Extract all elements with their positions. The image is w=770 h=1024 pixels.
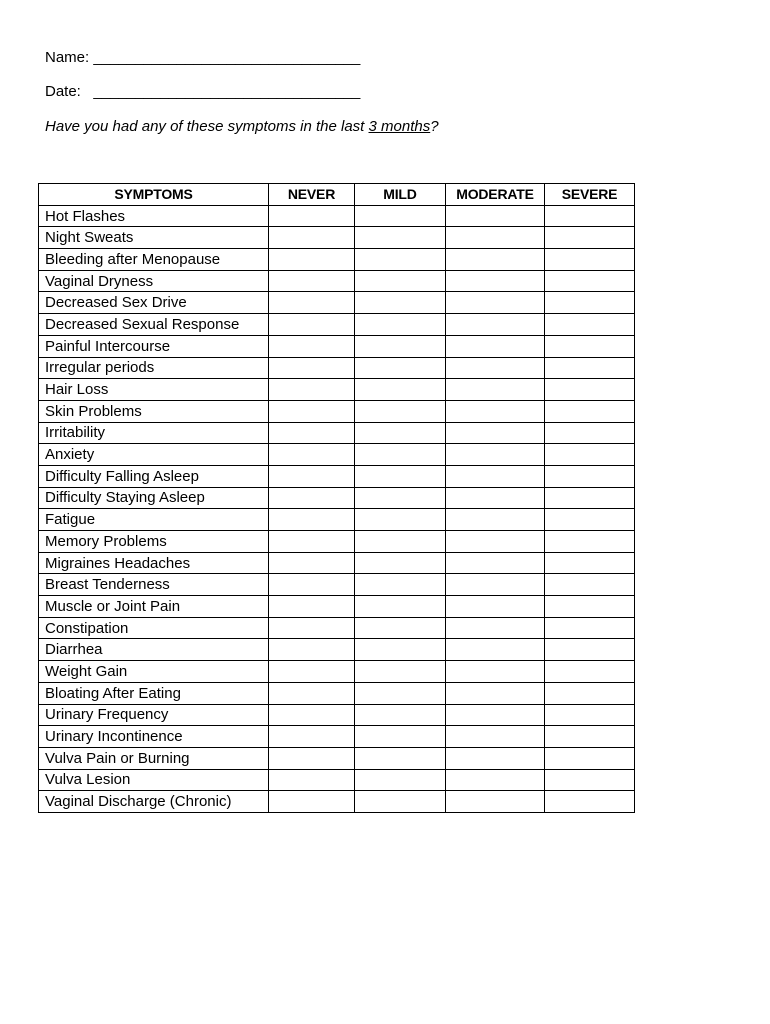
severity-cell-moderate[interactable] [446, 639, 545, 661]
severity-cell-never[interactable] [269, 249, 355, 271]
symptom-label: Vaginal Dryness [39, 270, 269, 292]
table-row [39, 704, 635, 726]
name-blank[interactable]: ________________________________ [93, 49, 361, 66]
severity-cell-mild[interactable] [355, 292, 446, 314]
symptom-label: Skin Problems [39, 400, 269, 422]
severity-cell-severe[interactable] [545, 509, 635, 531]
severity-cell-severe[interactable] [545, 314, 635, 336]
severity-cell-severe[interactable] [545, 704, 635, 726]
severity-cell-mild[interactable] [355, 661, 446, 683]
severity-cell-moderate[interactable] [446, 726, 545, 748]
date-blank[interactable]: ________________________________ [93, 83, 361, 100]
header-mild: MILD [355, 184, 446, 206]
severity-cell-never[interactable] [269, 487, 355, 509]
severity-cell-mild[interactable] [355, 249, 446, 271]
severity-cell-mild[interactable] [355, 552, 446, 574]
severity-cell-never[interactable] [269, 357, 355, 379]
table-row [39, 769, 635, 791]
severity-cell-mild[interactable] [355, 747, 446, 769]
severity-cell-never[interactable] [269, 379, 355, 401]
header-moderate: MODERATE [446, 184, 545, 206]
table-row [39, 791, 635, 813]
severity-cell-moderate[interactable] [446, 704, 545, 726]
table-row [39, 205, 635, 227]
severity-cell-moderate[interactable] [446, 292, 545, 314]
header-symptoms: SYMPTOMS [39, 184, 269, 206]
severity-cell-severe[interactable] [545, 487, 635, 509]
severity-cell-severe[interactable] [545, 270, 635, 292]
severity-cell-never[interactable] [269, 596, 355, 618]
severity-cell-never[interactable] [269, 270, 355, 292]
severity-cell-never[interactable] [269, 552, 355, 574]
date-field[interactable] [45, 83, 360, 101]
table-header-row [39, 184, 635, 206]
severity-cell-moderate[interactable] [446, 249, 545, 271]
severity-cell-never[interactable] [269, 205, 355, 227]
severity-cell-severe[interactable] [545, 617, 635, 639]
table-row [39, 465, 635, 487]
severity-cell-moderate[interactable] [446, 661, 545, 683]
symptom-label: Urinary Incontinence [39, 726, 269, 748]
symptom-label: Urinary Frequency [39, 704, 269, 726]
severity-cell-never[interactable] [269, 574, 355, 596]
severity-cell-severe[interactable] [545, 422, 635, 444]
symptom-label: Bloating After Eating [39, 682, 269, 704]
severity-cell-severe[interactable] [545, 465, 635, 487]
symptoms-table [38, 183, 635, 813]
name-label: Name: [45, 49, 90, 66]
severity-cell-mild[interactable] [355, 639, 446, 661]
severity-cell-moderate[interactable] [446, 465, 545, 487]
severity-cell-mild[interactable] [355, 509, 446, 531]
severity-cell-severe[interactable] [545, 205, 635, 227]
symptom-label: Night Sweats [39, 227, 269, 249]
severity-cell-never[interactable] [269, 531, 355, 553]
severity-cell-moderate[interactable] [446, 487, 545, 509]
severity-cell-mild[interactable] [355, 422, 446, 444]
symptom-label: Irregular periods [39, 357, 269, 379]
table-row [39, 487, 635, 509]
severity-cell-moderate[interactable] [446, 357, 545, 379]
severity-cell-moderate[interactable] [446, 379, 545, 401]
table-row [39, 270, 635, 292]
header-never: NEVER [269, 184, 355, 206]
severity-cell-moderate[interactable] [446, 335, 545, 357]
date-label: Date: [45, 83, 81, 100]
symptom-label: Decreased Sex Drive [39, 292, 269, 314]
severity-cell-severe[interactable] [545, 596, 635, 618]
severity-cell-mild[interactable] [355, 335, 446, 357]
severity-cell-never[interactable] [269, 682, 355, 704]
severity-cell-severe[interactable] [545, 747, 635, 769]
symptom-label: Hair Loss [39, 379, 269, 401]
severity-cell-never[interactable] [269, 747, 355, 769]
severity-cell-moderate[interactable] [446, 747, 545, 769]
severity-cell-mild[interactable] [355, 444, 446, 466]
severity-cell-never[interactable] [269, 227, 355, 249]
severity-cell-never[interactable] [269, 769, 355, 791]
question-timeframe: 3 months [368, 118, 431, 135]
severity-cell-mild[interactable] [355, 531, 446, 553]
severity-cell-moderate[interactable] [446, 531, 545, 553]
severity-cell-severe[interactable] [545, 400, 635, 422]
severity-cell-severe[interactable] [545, 552, 635, 574]
severity-cell-never[interactable] [269, 509, 355, 531]
symptom-label: Vaginal Discharge (Chronic) [39, 791, 269, 813]
symptom-label: Constipation [39, 617, 269, 639]
table-row [39, 747, 635, 769]
severity-cell-moderate[interactable] [446, 227, 545, 249]
symptom-label: Vulva Pain or Burning [39, 747, 269, 769]
severity-cell-mild[interactable] [355, 704, 446, 726]
severity-cell-mild[interactable] [355, 617, 446, 639]
severity-cell-severe[interactable] [545, 227, 635, 249]
table-row [39, 357, 635, 379]
symptom-label: Diarrhea [39, 639, 269, 661]
table-row [39, 444, 635, 466]
symptom-label: Painful Intercourse [39, 335, 269, 357]
severity-cell-never[interactable] [269, 314, 355, 336]
severity-cell-mild[interactable] [355, 227, 446, 249]
table-row [39, 639, 635, 661]
severity-cell-moderate[interactable] [446, 270, 545, 292]
severity-cell-never[interactable] [269, 400, 355, 422]
severity-cell-severe[interactable] [545, 249, 635, 271]
severity-cell-mild[interactable] [355, 726, 446, 748]
symptom-question [45, 118, 439, 136]
severity-cell-moderate[interactable] [446, 422, 545, 444]
severity-cell-mild[interactable] [355, 379, 446, 401]
severity-cell-mild[interactable] [355, 205, 446, 227]
severity-cell-severe[interactable] [545, 791, 635, 813]
severity-cell-moderate[interactable] [446, 682, 545, 704]
table-row [39, 335, 635, 357]
severity-cell-moderate[interactable] [446, 791, 545, 813]
severity-cell-mild[interactable] [355, 465, 446, 487]
symptom-label: Anxiety [39, 444, 269, 466]
severity-cell-severe[interactable] [545, 661, 635, 683]
table-row [39, 661, 635, 683]
severity-cell-moderate[interactable] [446, 617, 545, 639]
table-row [39, 531, 635, 553]
severity-cell-moderate[interactable] [446, 444, 545, 466]
symptom-label: Difficulty Falling Asleep [39, 465, 269, 487]
severity-cell-never[interactable] [269, 726, 355, 748]
severity-cell-moderate[interactable] [446, 205, 545, 227]
table-row [39, 227, 635, 249]
severity-cell-severe[interactable] [545, 639, 635, 661]
severity-cell-never[interactable] [269, 617, 355, 639]
severity-cell-moderate[interactable] [446, 769, 545, 791]
severity-cell-never[interactable] [269, 639, 355, 661]
severity-cell-never[interactable] [269, 465, 355, 487]
severity-cell-severe[interactable] [545, 682, 635, 704]
table-row [39, 596, 635, 618]
question-suffix: ? [430, 118, 439, 135]
severity-cell-mild[interactable] [355, 574, 446, 596]
severity-cell-mild[interactable] [355, 400, 446, 422]
severity-cell-never[interactable] [269, 791, 355, 813]
table-row [39, 726, 635, 748]
table-row [39, 552, 635, 574]
severity-cell-never[interactable] [269, 444, 355, 466]
symptom-label: Memory Problems [39, 531, 269, 553]
severity-cell-mild[interactable] [355, 682, 446, 704]
table-row [39, 379, 635, 401]
severity-cell-moderate[interactable] [446, 400, 545, 422]
severity-cell-moderate[interactable] [446, 314, 545, 336]
severity-cell-mild[interactable] [355, 270, 446, 292]
severity-cell-mild[interactable] [355, 357, 446, 379]
symptoms-table-body [39, 205, 635, 812]
symptom-label: Weight Gain [39, 661, 269, 683]
table-row [39, 682, 635, 704]
severity-cell-never[interactable] [269, 292, 355, 314]
symptom-label: Vulva Lesion [39, 769, 269, 791]
severity-cell-moderate[interactable] [446, 509, 545, 531]
symptom-label: Muscle or Joint Pain [39, 596, 269, 618]
symptom-label: Migraines Headaches [39, 552, 269, 574]
table-row [39, 314, 635, 336]
symptom-label: Bleeding after Menopause [39, 249, 269, 271]
severity-cell-mild[interactable] [355, 791, 446, 813]
table-row [39, 509, 635, 531]
severity-cell-mild[interactable] [355, 769, 446, 791]
severity-cell-severe[interactable] [545, 444, 635, 466]
symptom-label: Difficulty Staying Asleep [39, 487, 269, 509]
severity-cell-severe[interactable] [545, 531, 635, 553]
severity-cell-severe[interactable] [545, 357, 635, 379]
question-prefix: Have you had any of these symptoms in the last [45, 118, 369, 135]
severity-cell-never[interactable] [269, 661, 355, 683]
symptom-label: Fatigue [39, 509, 269, 531]
severity-cell-mild[interactable] [355, 487, 446, 509]
severity-cell-severe[interactable] [545, 574, 635, 596]
severity-cell-severe[interactable] [545, 335, 635, 357]
table-row [39, 574, 635, 596]
name-field[interactable] [45, 49, 360, 67]
severity-cell-never[interactable] [269, 335, 355, 357]
severity-cell-moderate[interactable] [446, 552, 545, 574]
table-row [39, 292, 635, 314]
severity-cell-moderate[interactable] [446, 574, 545, 596]
symptom-label: Hot Flashes [39, 205, 269, 227]
severity-cell-never[interactable] [269, 704, 355, 726]
symptom-label: Decreased Sexual Response [39, 314, 269, 336]
severity-cell-severe[interactable] [545, 379, 635, 401]
table-row [39, 617, 635, 639]
symptom-label: Irritability [39, 422, 269, 444]
severity-cell-severe[interactable] [545, 726, 635, 748]
severity-cell-mild[interactable] [355, 596, 446, 618]
severity-cell-severe[interactable] [545, 769, 635, 791]
severity-cell-moderate[interactable] [446, 596, 545, 618]
table-row [39, 400, 635, 422]
table-row [39, 422, 635, 444]
table-row [39, 249, 635, 271]
severity-cell-never[interactable] [269, 422, 355, 444]
severity-cell-mild[interactable] [355, 314, 446, 336]
header-severe: SEVERE [545, 184, 635, 206]
severity-cell-severe[interactable] [545, 292, 635, 314]
symptom-label: Breast Tenderness [39, 574, 269, 596]
